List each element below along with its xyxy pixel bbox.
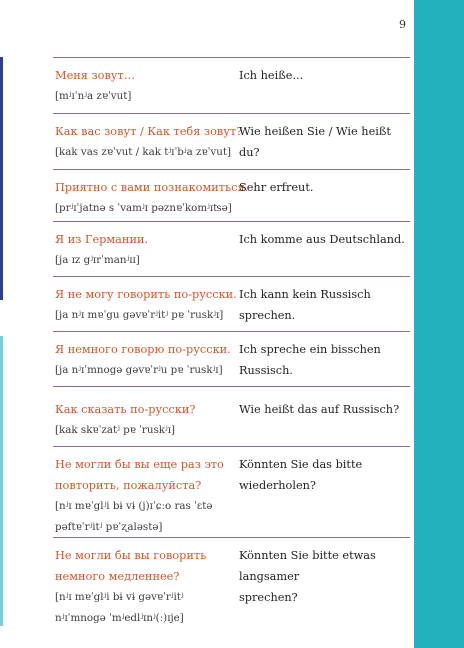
phrase-row	[53, 222, 410, 277]
phrase-row	[53, 277, 410, 332]
russian-column	[53, 170, 249, 221]
russian-phrase: Как сказать по-русски?	[55, 403, 196, 416]
german-column	[239, 387, 410, 446]
russian-column	[53, 222, 239, 276]
phrase-row	[53, 538, 410, 630]
german-translation: Könnten Sie das bitte wiederholen?	[239, 458, 363, 492]
russian-phrase: Как вас зовут / Как тебя зовут?	[55, 125, 243, 138]
russian-phrase: Не могли бы вы говорить	[55, 549, 207, 562]
german-column	[239, 58, 410, 113]
phrase-table	[53, 57, 410, 630]
russian-phrase: Меня зовут…	[55, 69, 136, 82]
phrase-row	[53, 332, 410, 387]
german-translation: Wie heißen Sie / Wie heißt du?	[239, 125, 391, 159]
german-translation: Sehr erfreut.	[239, 181, 314, 194]
russian-phrase: Я не могу говорить по-русски.	[55, 288, 237, 301]
german-translation: Könnten Sie bitte etwas langsamer	[239, 549, 376, 583]
phrase-row	[53, 170, 410, 222]
german-column	[239, 277, 410, 331]
german-translation: Ich kann kein Russisch sprechen.	[239, 288, 371, 322]
russian-column	[53, 538, 239, 630]
transcription: [ja ɪz gʲɪrˈmanʲɪɪ]	[55, 254, 140, 266]
german-translation: sprechen?	[239, 591, 298, 604]
russian-phrase: Не могли бы вы еще раз это	[55, 458, 224, 471]
transcription: nʲɪˈmnogə ˈmʲedlʲɪnʲ(ː)ɪje]	[55, 612, 184, 624]
transcription: [kak vas zɐˈvut / kak tʲɪˈbʲa zɐˈvut]	[55, 146, 232, 158]
german-column	[239, 114, 410, 169]
russian-column	[53, 114, 243, 169]
russian-phrase: Я из Германии.	[55, 233, 149, 246]
transcription: [mʲɪˈnʲa zɐˈvut]	[55, 90, 132, 102]
russian-phrase: Я немного говорю по-русски.	[55, 343, 231, 356]
german-column	[239, 538, 410, 630]
transcription: [ja nʲɪ mɐˈgu gəvɐˈrʲitʲ pɐ ˈruskʲɪ]	[55, 309, 224, 321]
right-color-band	[414, 0, 464, 648]
german-translation: Wie heißt das auf Russisch?	[239, 403, 400, 416]
russian-column	[53, 447, 239, 537]
russian-column	[53, 332, 239, 386]
page-number: 9	[399, 18, 406, 31]
phrase-row	[53, 387, 410, 447]
german-translation: Ich heiße...	[239, 69, 304, 82]
russian-column	[53, 277, 239, 331]
transcription: pəftɐˈrʲitʲ pɐˈʐaləstə]	[55, 521, 163, 533]
transcription: [prʲɪˈjatnə s ˈvamʲɪ pəznɐˈkomʲɪʦə]	[55, 202, 232, 214]
left-accent-bar-light	[0, 336, 3, 626]
transcription: [kak skɐˈzatʲ pɐ ˈruskʲɪ]	[55, 424, 176, 436]
russian-phrase: Приятно с вами познакомиться.	[55, 181, 249, 194]
phrase-row	[53, 114, 410, 170]
german-column	[239, 222, 410, 276]
left-accent-bar-dark	[0, 57, 3, 300]
transcription: [nʲɪ mɐˈglʲi bɨ vɨ (j)ɪˈɕːo ras ˈɛtə	[55, 500, 213, 512]
german-column	[239, 447, 410, 537]
russian-phrase: немного медленнее?	[55, 570, 180, 583]
phrase-row	[53, 447, 410, 538]
russian-column	[53, 58, 239, 113]
transcription: [nʲɪ mɐˈglʲi bɨ vɨ gəvɐˈrʲitʲ	[55, 591, 184, 603]
german-column	[239, 332, 410, 386]
russian-column	[53, 387, 239, 446]
russian-phrase: повторить, пожалуйста?	[55, 479, 202, 492]
transcription: [ja nʲɪˈmnogə gəvɐˈrʲu pɐ ˈruskʲɪ]	[55, 364, 223, 376]
german-translation: Ich komme aus Deutschland.	[239, 233, 405, 246]
phrase-row	[53, 58, 410, 114]
german-column	[239, 170, 410, 221]
german-translation: Ich spreche ein bisschen Russisch.	[239, 343, 381, 377]
